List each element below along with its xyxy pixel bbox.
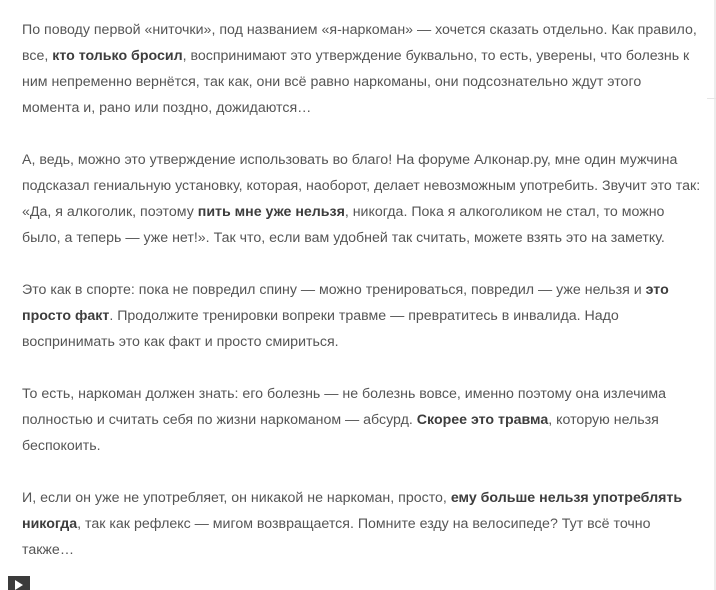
right-edge-tick bbox=[707, 98, 716, 99]
paragraph-2-bold: пить мне уже нельзя bbox=[197, 204, 345, 220]
paragraph-2 bbox=[22, 147, 702, 251]
paragraph-1-text-b: , воспринимают это утверждение буквально, то есть, уверены, что болезнь к ним непременно вернётся, так как, они всё равно наркоманы, они подсознательно ждут этого момента и, рано или поздно, дожидаются… bbox=[22, 48, 690, 116]
paragraph-4-bold: Скорее это травма bbox=[416, 412, 549, 428]
paragraph-3 bbox=[22, 277, 702, 355]
article-body bbox=[22, 17, 702, 589]
paragraph-4-text-a: То есть, наркоман должен знать: его болезнь — не болезнь вовсе, именно поэтому она излечима полностью и считать себя по жизни наркоманом — абсурд. bbox=[22, 386, 667, 428]
paragraph-1-text-a: По поводу первой «ниточки», под названием «я-наркоман» — хочется сказать отдельно. Как правило, все, bbox=[22, 22, 697, 64]
paragraph-1-bold: кто только бросил bbox=[52, 48, 183, 64]
paragraph-2-text-b: , никогда. Пока я алкоголиком не стал, то можно было, а теперь — уже нет!». Так что, если вам удобней так считать, можете взять это на заметку. bbox=[22, 204, 665, 246]
paragraph-3-bold: это просто факт bbox=[22, 282, 669, 324]
paragraph-2-text-a: А, ведь, можно это утверждение использовать во благо! На форуме Алконар.ру, мне один мужчина подсказал гениальную установку, которая, наоборот, делает невозможным употребить. Звучит это так: «Да, я алкоголик, поэтому bbox=[22, 152, 701, 220]
play-button[interactable] bbox=[8, 576, 30, 590]
paragraph-4-text-b: , которую нельзя беспокоить. bbox=[22, 412, 659, 454]
paragraph-3-text-b: . Продолжите тренировки вопреки травме — превратитесь в инвалида. Надо воспринимать это как факт и просто смириться. bbox=[22, 308, 619, 350]
play-icon bbox=[15, 580, 23, 590]
paragraph-3-text-a: Это как в спорте: пока не повредил спину — можно тренироваться, повредил — уже нельзя и bbox=[22, 282, 646, 298]
paragraph-5 bbox=[22, 485, 702, 563]
paragraph-5-bold: ему больше нельзя употреблять никогда bbox=[22, 490, 683, 532]
paragraph-5-text-b: , так как рефлекс — мигом возвращается. Помните езду на велосипеде? Тут всё точно также… bbox=[22, 516, 651, 558]
paragraph-5-text-a: И, если он уже не употребляет, он никакой не наркоман, просто, bbox=[22, 490, 451, 506]
paragraph-1 bbox=[22, 17, 702, 121]
paragraph-4 bbox=[22, 381, 702, 459]
